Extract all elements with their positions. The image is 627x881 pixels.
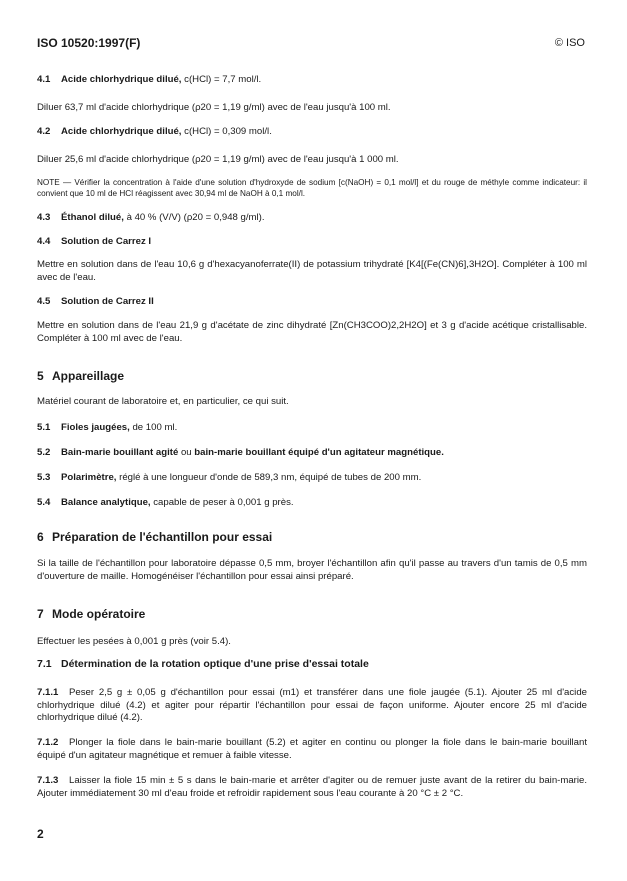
value-4-1: c(HCl) = 7,7 mol/l. [184, 74, 262, 85]
note-4-2: NOTE — Vérifier la concentration à l'aide d'une solution d'hydroxyde de sodium [c(NaOH) = 0,1 mol/l] et du rouge de méthyle comme indicateur: il convient que 10 ml de HCl réagissent avec 30,94 ml de NaOH à 0,1 mol/l. [37, 178, 587, 198]
paragraph-7-1-3: 7.1.3 Laisser la fiole 15 min ± 5 s dans le bain-marie et arrêter d'agiter ou de remuer juste avant de la retirer du bain-marie. Ajouter immédiatement 30 ml d'eau froide et refroidir rapidement sous l'eau courante à 20 °C ± 2 °C. [37, 775, 587, 799]
item-5-1: 5.1 Fioles jaugées, de 100 ml. [37, 422, 178, 433]
paragraph-4-4: Mettre en solution dans de l'eau 10,6 g d'hexacyanoferrate(II) de potassium trihydraté [K4[(Fe(CN)6],3H2O]. Compléter à 100 ml avec de l'eau. [37, 259, 587, 283]
paragraph-7-intro: Effectuer les pesées à 0,001 g près (voir 5.4). [37, 636, 231, 647]
heading-4-3: 4.3 Éthanol dilué, à 40 % (V/V) (ρ20 = 0,948 g/ml). [37, 212, 265, 223]
paragraph-7-1-2: 7.1.2 Plonger la fiole dans le bain-marie bouillant (5.2) et agiter en continu ou plonger la fiole dans le bain-marie bouillant équipé d'un agitateur magnétique et remuer à faible vitesse. [37, 737, 587, 761]
document-id: ISO 10520:1997(F) [37, 36, 141, 50]
paragraph-5-intro: Matériel courant de laboratoire et, en particulier, ce qui suit. [37, 396, 289, 407]
heading-6: 6 Préparation de l'échantillon pour essai [37, 530, 273, 544]
value-4-3: à 40 % (V/V) (ρ20 = 0,948 g/ml). [126, 212, 265, 223]
item-5-4: 5.4 Balance analytique, capable de peser à 0,001 g près. [37, 497, 294, 508]
heading-4-2: 4.2 Acide chlorhydrique dilué, c(HCl) = 0,309 mol/l. [37, 126, 272, 137]
item-5-3: 5.3 Polarimètre, réglé à une longueur d'onde de 589,3 nm, équipé de tubes de 200 mm. [37, 472, 422, 483]
heading-4-1: 4.1 Acide chlorhydrique dilué, c(HCl) = 7,7 mol/l. [37, 74, 262, 85]
heading-7-1: 7.1 Détermination de la rotation optique d'une prise d'essai totale [37, 658, 369, 670]
heading-4-5: 4.5 Solution de Carrez II [37, 296, 154, 307]
item-5-2: 5.2 Bain-marie bouillant agité ou bain-marie bouillant équipé d'un agitateur magnétique. [37, 447, 444, 458]
heading-4-4: 4.4 Solution de Carrez I [37, 236, 152, 247]
value-4-2: c(HCl) = 0,309 mol/l. [184, 126, 272, 137]
paragraph-6: Si la taille de l'échantillon pour laboratoire dépasse 0,5 mm, broyer l'échantillon afin qu'il passe au travers d'un tamis de 0,5 mm d'ouverture de maille. Homogénéiser l'échantillon pour essai ainsi préparé. [37, 558, 587, 582]
heading-7: 7 Mode opératoire [37, 607, 146, 621]
heading-5: 5 Appareillage [37, 369, 125, 383]
paragraph-7-1-1: 7.1.1 Peser 2,5 g ± 0,05 g d'échantillon pour essai (m1) et transférer dans une fiole jaugée (5.1). Ajouter 25 ml d'acide chlorhydrique dilué (4.2) et agiter pour répartir l'échantillon pour essai de façon uniforme. Ajouter encore 25 ml d'acide chlorhydrique dilué (4.2). [37, 687, 587, 724]
page-number: 2 [37, 827, 44, 841]
paragraph-4-5: Mettre en solution dans de l'eau 21,9 g d'acétate de zinc dihydraté [Zn(CH3COO)2,2H2O] et 3 g d'acide acétique cristallisable. Compléter à 100 ml avec de l'eau. [37, 320, 587, 344]
copyright: © ISO [554, 37, 585, 49]
paragraph-4-2: Diluer 25,6 ml d'acide chlorhydrique (ρ20 = 1,19 g/ml) avec de l'eau jusqu'à 1 000 ml. [37, 154, 399, 165]
paragraph-4-1: Diluer 63,7 ml d'acide chlorhydrique (ρ20 = 1,19 g/ml) avec de l'eau jusqu'à 100 ml. [37, 102, 391, 113]
